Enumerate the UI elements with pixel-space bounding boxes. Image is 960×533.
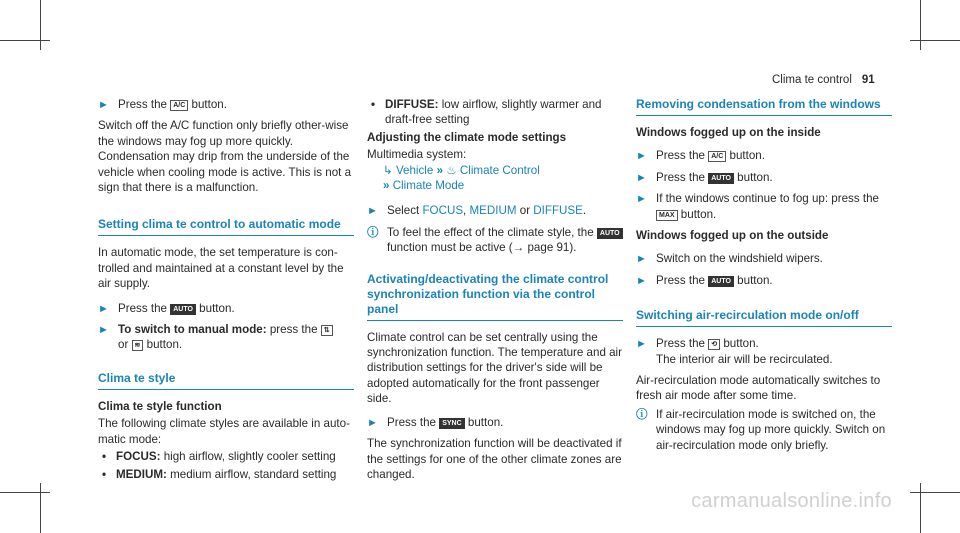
fan-manual-icon: ⇅ [321,325,333,336]
recirculation-key-icon: ⟲ [708,339,720,350]
info-note: ⓘ If air-recirculation mode is switched on, the windows may fog up more quickly. Switch on air-recirculation mode only briefly. [636,407,886,452]
section-heading: Activating/deactivating the climate control synchronization function via the control panel [367,272,623,321]
menu-path: ↳ Vehicle » ♨ Climate Control » Climate Mode [383,163,540,193]
auto-key-icon: AUTO [170,304,196,315]
crop-mark [910,40,960,41]
column-3 [636,97,892,453]
crop-mark [40,483,41,533]
paragraph: The following climate styles are available in auto-matic mode: [98,417,350,446]
step-arrow-icon: ► [636,171,647,184]
list-item: • DIFFUSE: low airflow, slightly warmer and draft-free setting [371,98,602,127]
step: ► Press the SYNC button. [367,415,623,430]
step: ► Switch on the windshield wipers. [636,251,892,266]
step-arrow-icon: ► [98,324,109,337]
paragraph: Switch off the A/C function only briefly other-wise the windows may fog up more quickly. [98,119,349,148]
climate-icon: ♨ [446,163,457,177]
subheading: Windows fogged up on the inside [636,126,821,139]
crop-mark [0,492,50,493]
list-item: • MEDIUM: medium airflow, standard setting [102,467,337,481]
section-heading: Clima te style [98,371,354,390]
crop-mark [920,0,921,50]
sync-key-icon: SYNC [439,418,464,429]
auto-key-icon: AUTO [708,276,734,287]
auto-key-icon: AUTO [597,228,623,239]
step: ► Press the AUTO button. [98,301,354,316]
step: ► If the windows continue to fog up: press the MAX button. [636,192,879,221]
section-heading: Switching air-recirculation mode on/off [636,308,892,327]
subheading: Adjusting the climate mode settings [367,130,567,144]
crop-mark [920,483,921,533]
crop-mark [910,492,960,493]
step: ► Press the AUTO button. [636,170,892,185]
step: ► Press the A/C button. [98,97,354,112]
ac-key-icon: A/C [170,100,188,111]
step-arrow-icon: ► [636,274,647,287]
list-item: • FOCUS: high airflow, slightly cooler setting [102,450,336,464]
subheading: Windows fogged up on the outside [636,229,829,243]
step: ► Press the AUTO button. [636,273,892,288]
step-arrow-icon: ► [98,99,109,111]
paragraph: Climate control can be set centrally using the synchronization function. The temperature and air distribution settings for the driver's side will be adopted automatically for the front passenger side. [367,330,622,406]
paragraph: Air-recirculation mode automatically switches to fresh air mode after some time. [636,374,881,403]
paragraph: Condensation may drip from the underside of the vehicle when cooling mode is active. This is not a sign that there is a malfunction. [98,150,352,195]
column-1 [98,97,354,484]
page-header [772,74,875,86]
step-arrow-icon: ► [367,205,378,218]
step: ► Press the ⟲ button. The interior air will be recirculated. [636,337,833,366]
max-defrost-key-icon: MAX [656,210,678,221]
section-heading: Setting clima te control to automatic mode [98,217,354,236]
info-icon: ⓘ [367,225,379,239]
info-note: ⓘ To feel the effect of the climate style, the AUTO function must be active (→ page 91). [367,225,623,256]
section-heading: Removing condensation from the windows [636,97,892,116]
step: ► To switch to manual mode: press the ⇅ or ≋ button. [98,322,354,353]
auto-key-icon: AUTO [708,173,734,184]
info-icon: ⓘ [636,407,648,421]
page-number: 91 [861,74,875,86]
step: ► Press the A/C button. [636,148,892,163]
ac-key-icon: A/C [708,151,726,162]
column-2 [367,97,623,482]
crop-mark [0,40,50,41]
step-arrow-icon: ► [367,416,378,429]
watermark: carmanualsonline.info [691,490,892,512]
step: ► Select FOCUS, MEDIUM or DIFFUSE. [367,203,623,218]
step-arrow-icon: ► [636,338,647,351]
section-title: Clima te control [772,74,852,86]
paragraph: Multimedia system: [367,148,467,162]
paragraph: In automatic mode, the set temperature is con-trolled and maintained at a constant level by the air supply. [98,246,344,291]
crop-mark [40,0,41,50]
paragraph: The synchronization function will be deactivated if the settings for one of the other climate zones are changed. [367,437,622,481]
airflow-icon: ≋ [132,340,144,351]
step-arrow-icon: ► [636,193,647,206]
step-arrow-icon: ► [636,253,647,266]
subheading: Clima te style function [98,399,222,413]
step-arrow-icon: ► [636,150,647,163]
step-arrow-icon: ► [98,302,109,315]
